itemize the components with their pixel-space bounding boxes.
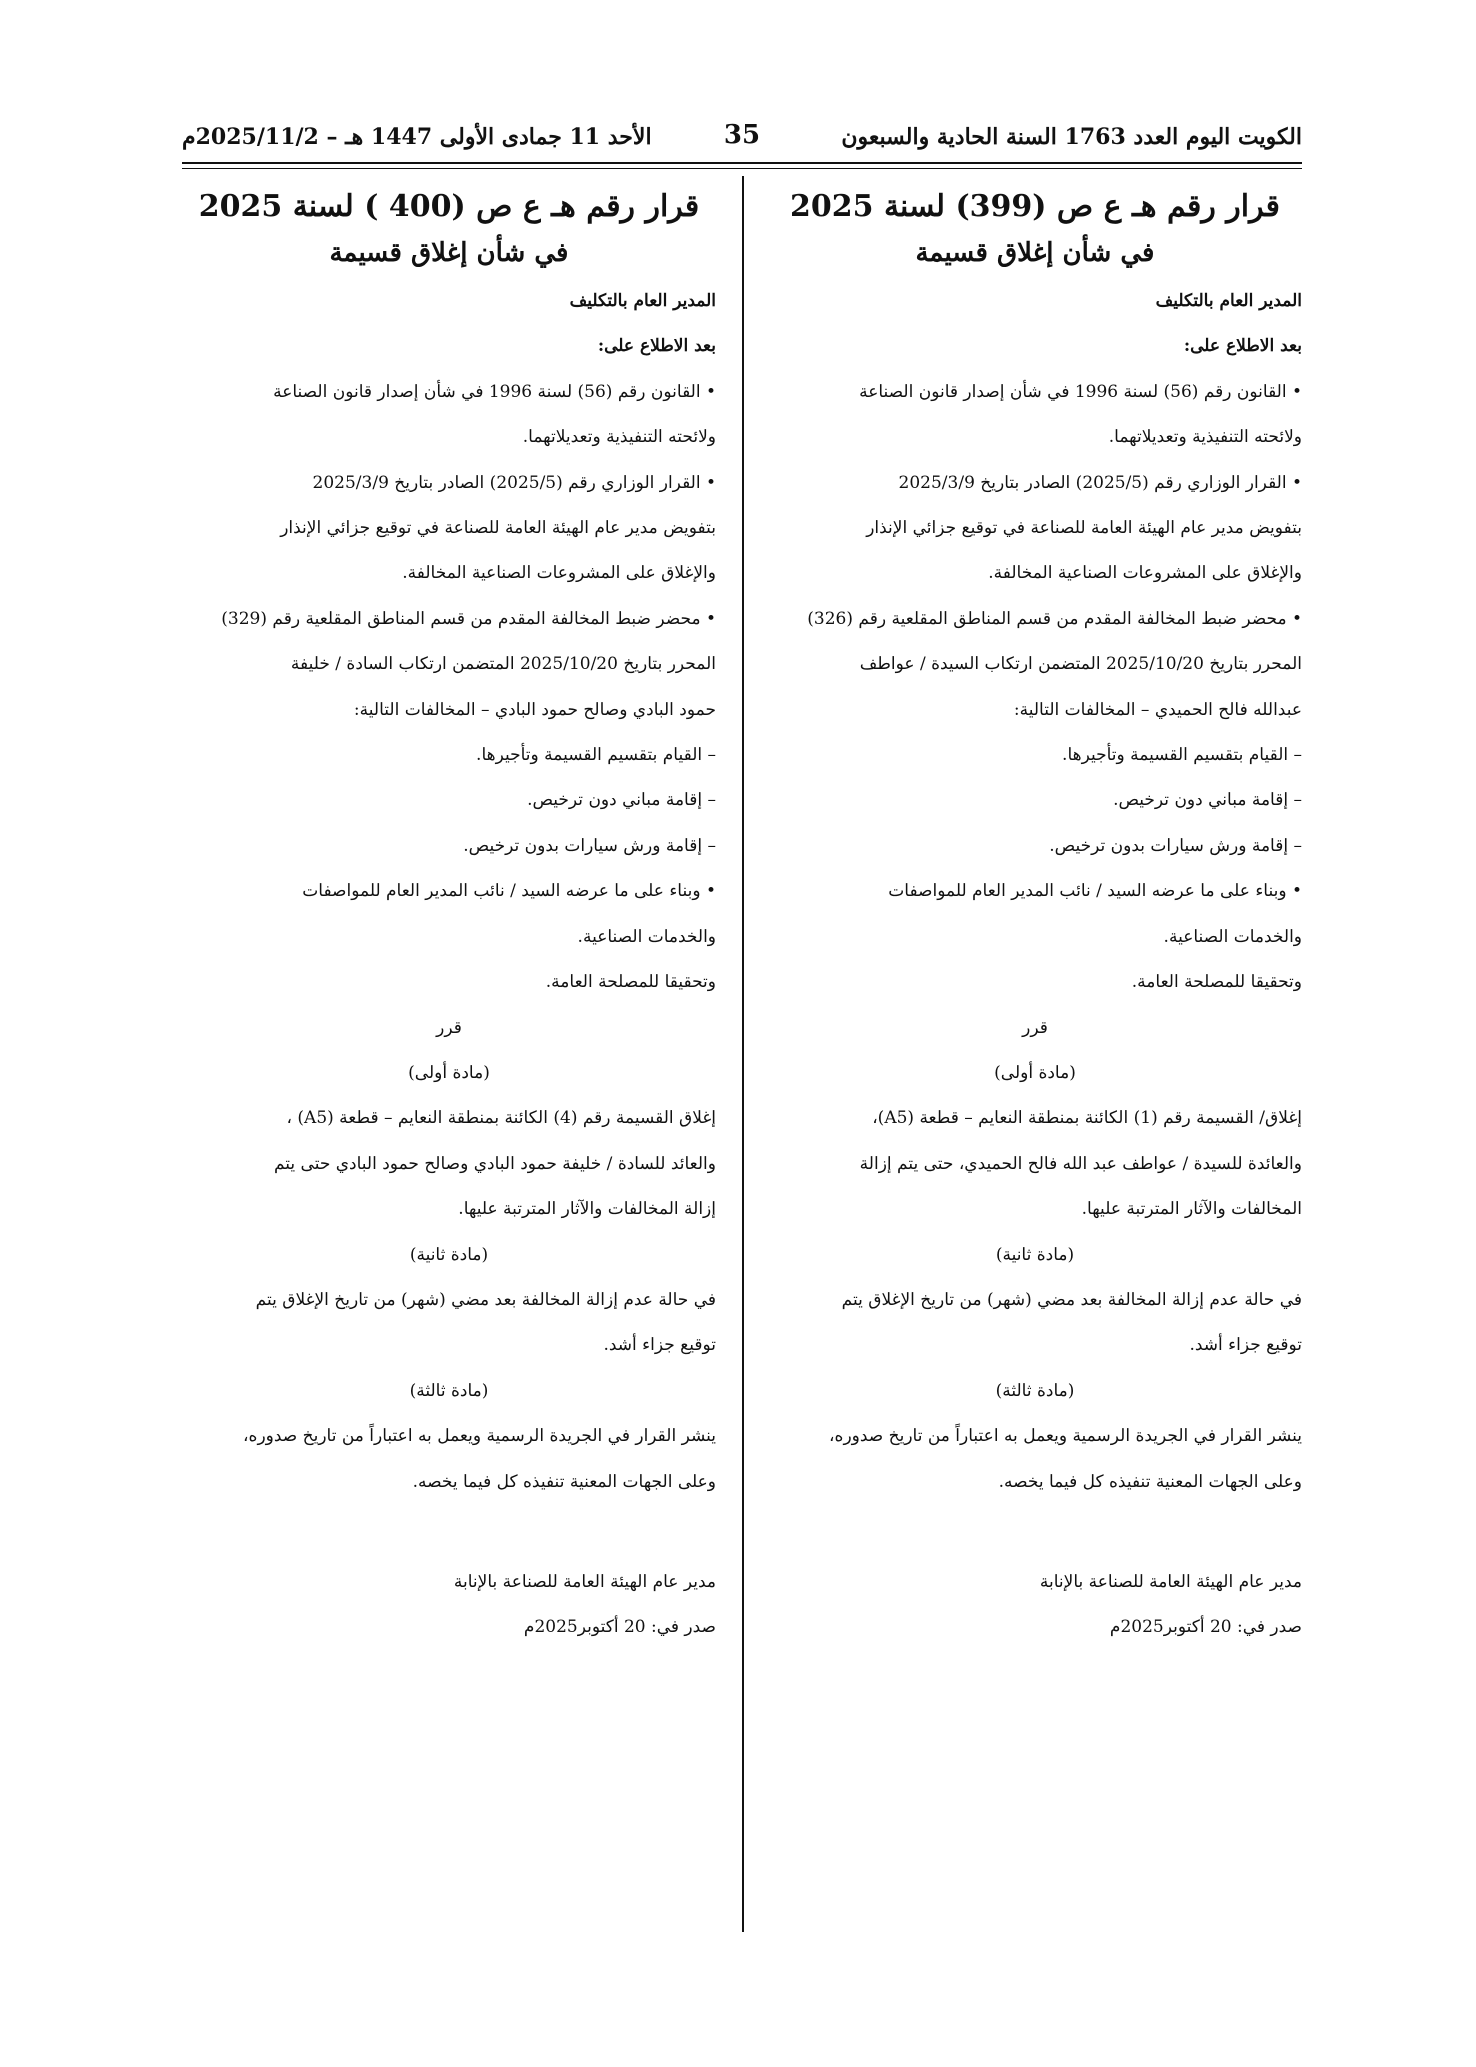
body-line: • القانون رقم (56) لسنة 1996 في شأن إصدار قانون الصناعة [273, 381, 716, 402]
body-line: والعائدة للسيدة / عواطف عبد الله فالح الحميدي، حتى يتم إزالة [859, 1153, 1302, 1174]
body-line: المحرر بتاريخ 2025/10/20 المتضمن ارتكاب السادة / خليفة [290, 654, 716, 675]
body-line: • محضر ضبط المخالفة المقدم من قسم المناطق المقلعية رقم (326) [807, 608, 1302, 629]
body-line: المخالفات والآثار المترتبة عليها. [1081, 1199, 1302, 1220]
body-line: بعد الاطلاع على: [1183, 336, 1302, 357]
body-line: في حالة عدم إزالة المخالفة بعد مضي (شهر) من تاريخ الإغلاق يتم [841, 1289, 1302, 1310]
body-line: • وبناء على ما عرضه السيد / نائب المدير العام للمواصفات [888, 881, 1302, 902]
body-line: • محضر ضبط المخالفة المقدم من قسم المناطق المقلعية رقم (329) [221, 608, 716, 629]
body-line: والخدمات الصناعية. [577, 926, 716, 947]
body-line: • القرار الوزاري رقم (2025/5) الصادر بتاريخ 2025/3/9 [898, 472, 1302, 493]
page-header [182, 118, 1302, 158]
body-line: وعلى الجهات المعنية تنفيذه كل فيما يخصه. [412, 1471, 716, 1492]
body-line: ولائحته التنفيذية وتعديلاتهما. [1108, 427, 1302, 448]
issue-info: الكويت اليوم العدد 1763 السنة الحادية والسبعون [841, 124, 1302, 150]
body-line: حمود البادي وصالح حمود البادي – المخالفات التالية: [353, 699, 716, 720]
body-line: بعد الاطلاع على: [597, 336, 716, 357]
issue-date-line: صدر في: 20 أكتوبر2025م [523, 1617, 716, 1638]
decree-heading: قرر [1022, 1017, 1048, 1038]
body-line: • القانون رقم (56) لسنة 1996 في شأن إصدار قانون الصناعة [859, 381, 1302, 402]
header-rule [182, 162, 1302, 164]
body-line: والخدمات الصناعية. [1163, 926, 1302, 947]
body-line: عبدالله فالح الحميدي – المخالفات التالية: [1013, 699, 1302, 720]
body-line: ينشر القرار في الجريدة الرسمية ويعمل به اعتباراً من تاريخ صدوره، [829, 1426, 1302, 1447]
article-heading: (مادة ثانية) [409, 1244, 489, 1265]
body-line: بتفويض مدير عام الهيئة العامة للصناعة في توقيع جزائي الإنذار [280, 518, 716, 539]
body-line: – القيام بتقسيم القسيمة وتأجيرها. [1062, 745, 1302, 766]
decree-heading: قرر [436, 1017, 462, 1038]
decision-title: قرار رقم هـ ع ص (399) لسنة 2025 [790, 189, 1280, 224]
issue-date: الأحد 11 جمادى الأولى 1447 هـ – 2025/11/2م [182, 124, 652, 150]
body-line: والإغلاق على المشروعات الصناعية المخالفة. [988, 563, 1302, 584]
article-heading: (مادة أولى) [408, 1062, 490, 1083]
body-line: وتحقيقا للمصلحة العامة. [1131, 972, 1302, 993]
article-heading: (مادة ثانية) [995, 1244, 1075, 1265]
body-line: ولائحته التنفيذية وتعديلاتهما. [522, 427, 716, 448]
body-line: والعائد للسادة / خليفة حمود البادي وصالح حمود البادي حتى يتم [273, 1153, 716, 1174]
page-number: 35 [723, 120, 761, 150]
body-line: – إقامة مباني دون ترخيص. [1113, 790, 1302, 811]
body-line: إغلاق/ القسيمة رقم (1) الكائنة بمنطقة النعايم – قطعة (A5)، [872, 1108, 1302, 1129]
body-line: المدير العام بالتكليف [569, 291, 716, 311]
body-line: المدير العام بالتكليف [1155, 291, 1302, 311]
body-line: – إقامة ورش سيارات بدون ترخيص. [463, 835, 716, 856]
article-heading: (مادة أولى) [994, 1062, 1076, 1083]
body-line: – القيام بتقسيم القسيمة وتأجيرها. [476, 745, 716, 766]
issue-date-line: صدر في: 20 أكتوبر2025م [1109, 1617, 1302, 1638]
body-line: بتفويض مدير عام الهيئة العامة للصناعة في توقيع جزائي الإنذار [866, 518, 1302, 539]
body-line: وتحقيقا للمصلحة العامة. [545, 972, 716, 993]
signatory: مدير عام الهيئة العامة للصناعة بالإنابة [1039, 1571, 1302, 1592]
decision-400-column [182, 185, 716, 1651]
body-line: المحرر بتاريخ 2025/10/20 المتضمن ارتكاب السيدة / عواطف [859, 654, 1302, 675]
decision-subtitle: في شأن إغلاق قسيمة [329, 238, 569, 268]
article-heading: (مادة ثالثة) [995, 1380, 1075, 1401]
body-line: إغلاق القسيمة رقم (4) الكائنة بمنطقة النعايم – قطعة (A5) ، [286, 1108, 716, 1129]
body-line: – إقامة ورش سيارات بدون ترخيص. [1049, 835, 1302, 856]
header-rule-thin [182, 168, 1302, 169]
body-line: توقيع جزاء أشد. [1189, 1335, 1302, 1356]
decision-subtitle: في شأن إغلاق قسيمة [915, 238, 1155, 268]
body-line: ينشر القرار في الجريدة الرسمية ويعمل به اعتباراً من تاريخ صدوره، [243, 1426, 716, 1447]
body-line: إزالة المخالفات والآثار المترتبة عليها. [458, 1199, 716, 1220]
body-line: والإغلاق على المشروعات الصناعية المخالفة. [402, 563, 716, 584]
body-line: • وبناء على ما عرضه السيد / نائب المدير العام للمواصفات [302, 881, 716, 902]
body-line: • القرار الوزاري رقم (2025/5) الصادر بتاريخ 2025/3/9 [312, 472, 716, 493]
body-line: في حالة عدم إزالة المخالفة بعد مضي (شهر) من تاريخ الإغلاق يتم [255, 1289, 716, 1310]
decision-399-column [768, 185, 1302, 1651]
column-divider [742, 176, 744, 1932]
body-line: توقيع جزاء أشد. [603, 1335, 716, 1356]
body-line: – إقامة مباني دون ترخيص. [527, 790, 716, 811]
article-heading: (مادة ثالثة) [409, 1380, 489, 1401]
decision-title: قرار رقم هـ ع ص (400 ) لسنة 2025 [198, 189, 700, 224]
signatory: مدير عام الهيئة العامة للصناعة بالإنابة [453, 1571, 716, 1592]
body-line: وعلى الجهات المعنية تنفيذه كل فيما يخصه. [998, 1471, 1302, 1492]
